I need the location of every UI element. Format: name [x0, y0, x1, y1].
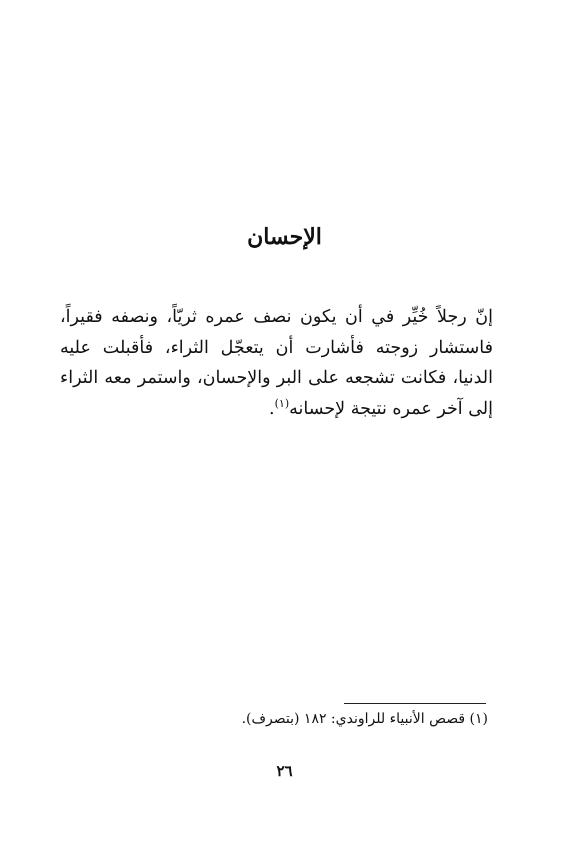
footnote-reference[interactable]: (١)	[274, 396, 290, 410]
paragraph-end: .	[269, 398, 275, 419]
paragraph-text: إنّ رجلاً خُيِّر في أن يكون نصف عمره ثريّاً، ونصفه فقيراً، فاستشار زوجته فأشارت أن يتعجّل الثراء، فأقبلت عليه الدنيا، فكانت تشجعه على البر والإحسان، واستمر معه الثراء إلى آخر عمره نتيجة لإحسانه	[60, 307, 493, 419]
footnote-divider	[344, 703, 486, 704]
chapter-title: الإحسان	[247, 224, 322, 250]
main-paragraph	[60, 302, 493, 424]
footnote: (١) قصص الأنبياء للراوندي: ١٨٢ (بتصرف).	[241, 711, 488, 727]
page-number: ٢٦	[276, 762, 293, 780]
